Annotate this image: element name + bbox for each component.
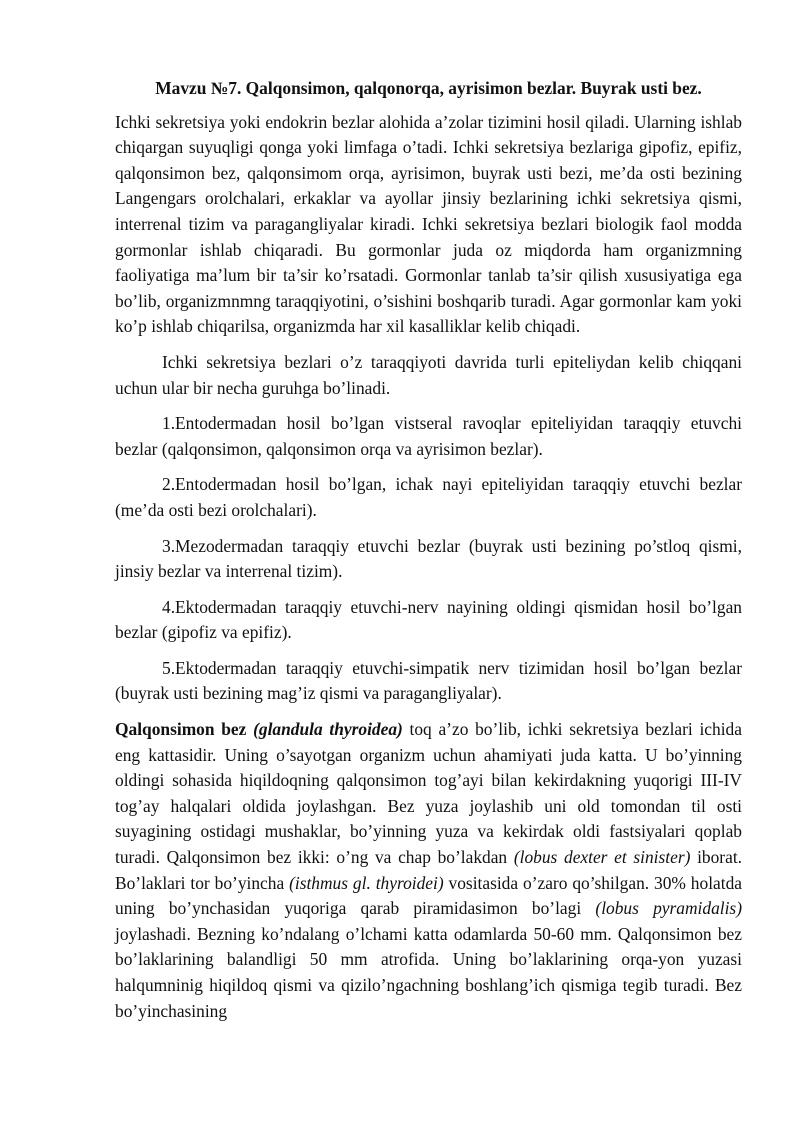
page-title: Mavzu №7. Qalqonsimon, qalqonorqa, ayrisimon bezlar. Buyrak usti bez. xyxy=(155,78,702,98)
latin-isthmus: (isthmus gl. thyroidei) xyxy=(289,872,444,893)
latin-lobes: (lobus dexter et sinister) xyxy=(513,847,691,868)
group-item-3: 3.Mezodermadan taraqqiy etuvchi bezlar (buyrak usti bezining po’stloq qismi, jinsiy bezlar va interrenal tizim). xyxy=(115,535,742,582)
thyroid-text-3: vositasida o’zaro qo’shilgan. 30% holatda uning bo’ynchasidan yuqoriga qarab piramidasimon bo’lagi xyxy=(115,872,742,919)
groups-intro-paragraph: Ichki sekretsiya bezlari o’z taraqqiyoti davrida turli epiteliydan kelib chiqqani uchun ular bir necha guruhga bo’linadi. xyxy=(115,351,742,398)
group-item-4: 4.Ektodermadan taraqqiy etuvchi-nerv nayining oldingi qismidan hosil bo’lgan bezlar (gipofiz va epifiz). xyxy=(115,596,742,643)
thyroid-text-4: joylashadi. Bezning ko’ndalang o’lchami katta odamlarda 50-60 mm. Qalqonsimon bez bo’laklarining balandligi 50 mm atrofida. Uning bo’laklarining orqa-yon yuzasi halqumninig hiqildoq qismi va qizilo’ngachning boshlang’ich qismiga tegib turadi. Bez bo’yinchasining xyxy=(115,923,742,1021)
latin-pyramidal: (lobus pyramidalis) xyxy=(595,898,742,919)
group-item-1: 1.Entodermadan hosil bo’lgan vistseral ravoqlar epiteliyidan taraqqiy etuvchi bezlar (qalqonsimon, qalqonsimon orqa va ayrisimon bezlar). xyxy=(115,413,742,459)
thyroid-paragraph xyxy=(115,717,742,1024)
thyroid-text-2: iborat. Bo’laklari tor bo’yincha xyxy=(115,847,742,893)
intro-paragraph: Ichki sekretsiya yoki endokrin bezlar alohida a’zolar tizimini hosil qiladi. Ularning ishlab chiqargan suyuqligi qonga yoki limfaga o’tadi. Ichki sekretsiya bezlariga gipofiz, epifiz, qalqonsimon bez, qalqonsimom orqa, ayrisimon, buyrak usti bezi, me’da osti bezining Langengars orolchalari, erkaklar va ayollar jinsiy bezlarining ichki sekretsiya qismi, interrenal tizim va paragangliyalar kiradi. Ichki sekretsiya bezlari biologik faol modda gormonlar ishlab chiqaradi. Bu gormonlar juda oz miqdorda ham organizmning faoliyatiga ma’lum bir ta’sir ko’rsatadi. Gormonlar tanlab ta’sir qilish xususiyatiga ega bo’lib, organizmnmng taraqqiyotini, o’sishini boshqarib turadi. Agar gormonlar kam yoki ko’p ishlab chiqarilsa, organizmda har xil kasalliklar kelib chiqadi. xyxy=(115,111,742,337)
thyroid-term: Qalqonsimon bez xyxy=(115,719,247,740)
thyroid-latin-name: (glandula thyroidea) xyxy=(253,719,403,740)
group-item-2: 2.Entodermadan hosil bo’lgan, ichak nayi epiteliyidan taraqqiy etuvchi bezlar (me’da osti bezi orolchalari). xyxy=(115,474,742,520)
group-item-5: 5.Ektodermadan taraqqiy etuvchi-simpatik nerv tizimidan hosil bo’lgan bezlar (buyrak usti bezining mag’iz qismi va paragangliyalar). xyxy=(115,657,742,704)
thyroid-text-1: toq a’zo bo’lib, ichki sekretsiya bezlari ichida eng kattasidir. Uning o’sayotgan organizm uchun ahamiyati juda katta. U bo’yinning oldingi sohasida hiqildoqning qalqonsimon tog’ayi bilan kekirdakning yuqorigi III-IV tog’ay halqalari oldida joylashgan. Bez yuza joylashib uni old tomondan til osti suyagining ostidagi mushaklar, bo’yinning yuza va kekirdak oldi fastsiyalari qoplab turadi. Qalqonsimon bez ikki: o’ng va chap bo’lakdan xyxy=(115,719,742,868)
